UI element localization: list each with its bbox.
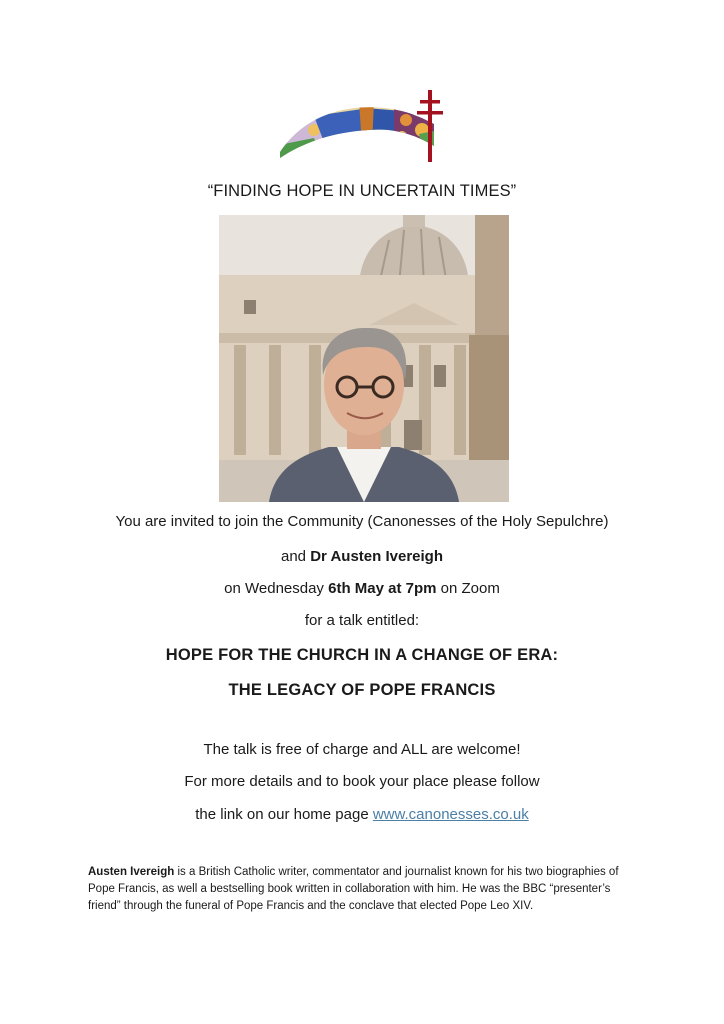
portrait-photo	[219, 215, 509, 502]
footer-line-2: For more details and to book your place please follow	[184, 773, 540, 790]
date-suffix: on Zoom	[436, 580, 500, 597]
website-link[interactable]: www.canonesses.co.uk	[372, 806, 529, 823]
bio-name: Austen Ivereigh	[88, 866, 175, 878]
speaker-name: Dr Austen Ivereigh	[310, 548, 443, 565]
invite-line-2-prefix: and	[280, 548, 311, 565]
invite-line-1: You are invited to join the Community (Canonesses of the Holy Sepulchre)	[115, 513, 609, 530]
footer-line-1: The talk is free of charge and ALL are welcome!	[203, 741, 521, 758]
talk-title-line-2: THE LEGACY OF POPE FRANCIS	[228, 681, 496, 699]
date-prefix: on Wednesday	[224, 580, 329, 597]
event-tagline: “FINDING HOPE IN UNCERTAIN TIMES”	[207, 182, 517, 200]
logo-graphic	[274, 86, 450, 166]
talk-title-line-1: HOPE FOR THE CHURCH IN A CHANGE OF ERA:	[165, 646, 559, 664]
event-date-line	[0, 580, 724, 597]
event-date-time: 6th May at 7pm	[328, 580, 437, 597]
invite-line-2	[0, 548, 724, 565]
bio-text: is a British Catholic writer, commentator and journalist known for his two biographies of Pope Francis, as well a bestselling book written in collaboration with him. He was the BBC “presenter’s friend” through the funeral of Pope Francis and the conclave that elected Pope Leo XIV.	[88, 866, 619, 912]
invite-line-4: for a talk entitled:	[304, 612, 420, 629]
canonesses-logo	[274, 86, 450, 166]
speaker-bio	[88, 864, 636, 915]
footer-line-3	[0, 806, 724, 823]
footer-line-3-prefix: the link on our home page	[195, 806, 373, 823]
